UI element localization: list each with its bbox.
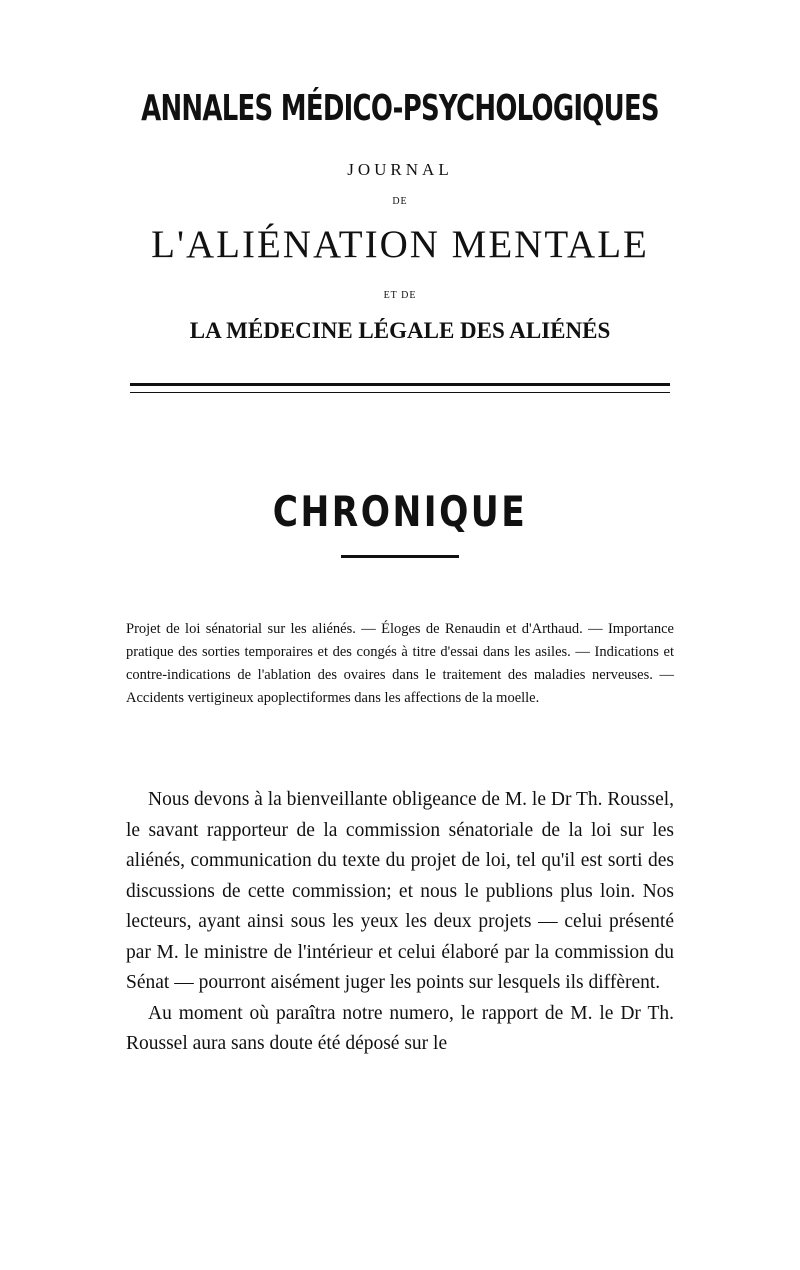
journal-title: ANNALES MÉDICO-PSYCHOLOGIQUES <box>141 88 659 129</box>
section-summary <box>126 618 674 710</box>
header-divider <box>130 383 670 393</box>
journal-alienation-title: L'ALIÉNATION MENTALE <box>151 223 649 266</box>
body-paragraph-1: Nous devons à la bienveillante obligeance de M. le Dr Th. Roussel, le savant rapporteur de la commission sénatoriale de la loi sur les aliénés, communication du texte du projet de loi, tel qu'il est sorti des discussions de cette commission; et nous le publions plus loin. Nos lecteurs, ayant ainsi sous les yeux les deux projets — celui présenté par M. le ministre de l'intérieur et celui élaboré par la commission du Sénat — pourront aisément juger les points sur lesquels ils diffèrent. <box>126 789 675 993</box>
journal-subtitle: JOURNAL <box>347 160 453 179</box>
body-text <box>126 785 674 1060</box>
summary-text: Projet de loi sénatorial sur les aliénés. — Éloges de Renaudin et d'Arthaud. — Importance pratique des sorties temporaires et des congés à titre d'essai dans les asiles. — Indications et contre-indications de l'ablation des ovaires dans le traitement des maladies nerveuses. — Accidents vertigineux apoplectiformes dans les affections de la moelle. <box>126 621 674 706</box>
section-divider <box>341 555 459 558</box>
journal-medecine-title: LA MÉDECINE LÉGALE DES ALIÉNÉS <box>189 318 611 343</box>
section-title: CHRONIQUE <box>272 487 528 536</box>
body-paragraph-2: Au moment où paraîtra notre numero, le rapport de M. le Dr Th. Roussel aura sans doute été déposé sur le <box>126 1002 674 1054</box>
journal-et-de: ET DE <box>383 290 417 301</box>
journal-de: DE <box>392 196 408 207</box>
